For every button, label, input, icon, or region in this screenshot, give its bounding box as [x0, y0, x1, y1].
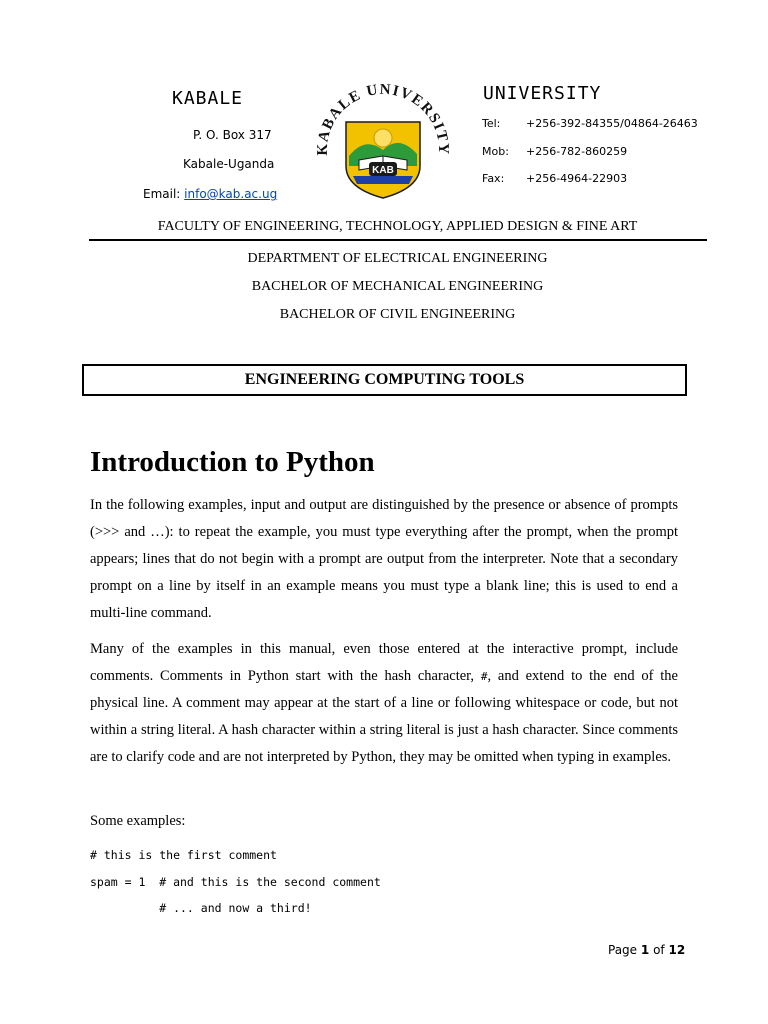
paragraph-text: Many of the examples in this manual, even those entered at the interactive prompt, include comments. Comments in Python start with the hash character,	[90, 641, 678, 684]
email-link[interactable]: info@kab.ac.ug	[184, 187, 278, 201]
code-line: # ... and now a third!	[90, 901, 312, 915]
logo-arc-text: KABALE UNIVERSITY	[314, 81, 452, 156]
of-word: of	[653, 943, 665, 957]
course-title: ENGINEERING COMPUTING TOOLS	[244, 371, 525, 388]
page-title: Introduction to Python	[90, 446, 375, 478]
course-title-box	[82, 364, 687, 396]
code-line: spam = 1 # and this is the second comment	[90, 875, 381, 889]
inline-code: #	[480, 670, 488, 683]
mob-value: +256-782-860259	[526, 145, 628, 158]
code-line: # this is the first comment	[90, 848, 277, 862]
town: Kabale-Uganda	[183, 157, 275, 171]
fax-value: +256-4964-22903	[526, 172, 628, 185]
paragraph	[90, 636, 678, 771]
paragraph-text: , and extend to the end of the physical line. A comment may appear at the start of a line or following whitespace or code, but not within a string literal. A hash character within a string literal is just a hash character. Since comments are to clarify code and are not interpreted by Python, they may be omitted when typing in examples.	[90, 668, 678, 765]
programme-line: BACHELOR OF CIVIL ENGINEERING	[279, 307, 516, 322]
header-divider	[89, 239, 707, 241]
paragraph: In the following examples, input and output are distinguished by the presence or absence of prompts (>>> and …): to repeat the example, you must type everything after the prompt, when the prompt appears; lines that do not begin with a prompt are output from the interpreter. Note that a secondary prompt on a line by itself in an example means you must type a blank line; this is used to end a multi-line command.	[90, 497, 678, 621]
programme-line: BACHELOR OF MECHANICAL ENGINEERING	[251, 279, 544, 294]
department-line: DEPARTMENT OF ELECTRICAL ENGINEERING	[247, 251, 548, 266]
faculty-name: FACULTY OF ENGINEERING, TECHNOLOGY, APPLIED DESIGN & FINE ART	[157, 219, 638, 234]
po-box: P. O. Box 317	[193, 128, 272, 142]
university-logo	[313, 78, 453, 203]
mob-label: Mob:	[482, 145, 509, 158]
total-pages: 12	[668, 943, 686, 957]
page-word: Page	[608, 943, 638, 957]
current-page: 1	[640, 943, 650, 957]
fax-label: Fax:	[482, 172, 505, 185]
tel-label: Tel:	[482, 117, 501, 130]
logo-badge-text: KAB	[372, 165, 394, 176]
page-number	[608, 943, 685, 957]
paragraph: Some examples:	[90, 813, 186, 829]
email-label: Email:	[143, 187, 181, 201]
tel-value: +256-392-84355/04864-26463	[526, 117, 698, 130]
header-university: UNIVERSITY	[483, 83, 602, 104]
email-line	[143, 187, 277, 201]
header-kabale: KABALE	[172, 88, 244, 109]
